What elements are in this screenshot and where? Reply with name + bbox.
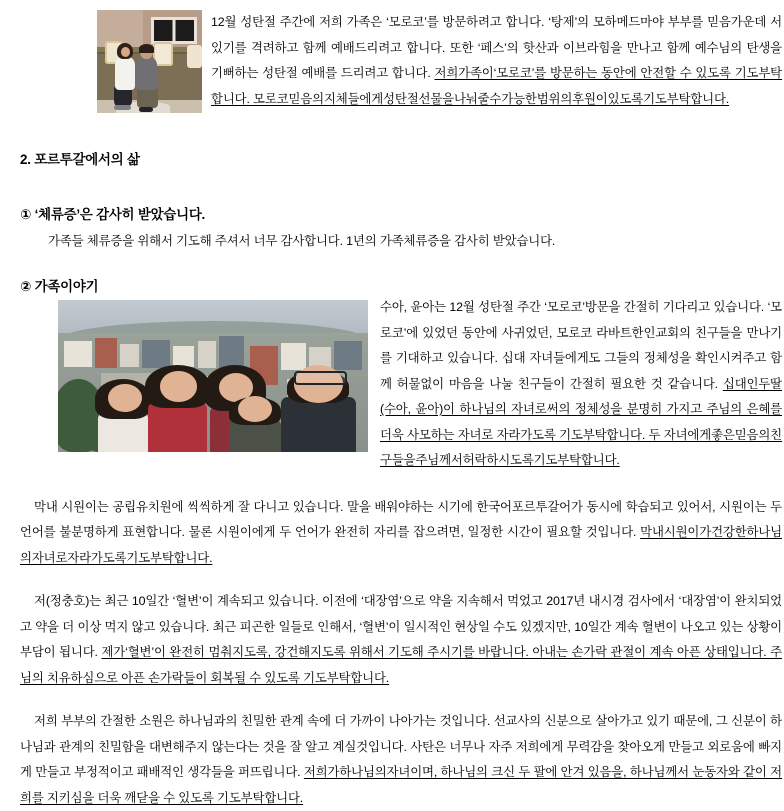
couple-photo-illustration xyxy=(97,10,202,113)
children-paragraph-normal: 수아, 윤아는 12월 성탄절 주간 ‘모로코’방문을 간절히 기다리고 있습니다. ‘모로코’에 있었던 동안에 사귀었던, 모로코 라바트한인교회의 친구들을 만나기를 기대하고 있습니다. 십대 자녀들에게도 그들의 정체성을 확인시켜주고 함께 허물없이 마음을 나눌 친구들이 간절히 필요한 것 같습니다. xyxy=(380,300,782,391)
item-1-note: 가족들 체류증을 위해서 기도해 주셔서 너무 감사합니다. 1년의 가족체류증을 감사히 받았습니다. xyxy=(48,234,556,248)
photo-family xyxy=(58,300,368,452)
health-paragraph-underlined: 제가‘혈변’이 완전히 멈춰지도록, 강건해지도록 위해서 기도해 주시기를 바랍니다. 아내는 손가락 관절이 계속 아픈 상태입니다. 주님의 치유하심으로 아픈 손가락들이 회복될 수 있도록 기도부탁합니다. xyxy=(20,645,782,685)
family-photo-illustration xyxy=(58,300,368,452)
siwon-paragraph-underlined: 막내시원이가건강한하나님의자녀로자라가도록기도부탁합니다. xyxy=(20,525,782,565)
siwon-paragraph-normal: 막내 시원이는 공립유치원에 씩씩하게 잘 다니고 있습니다. 말을 배워야하는 시기에 한국어포르투갈어가 동시에 학습되고 있어서, 시원이는 두 언어를 불분명하게 표현합니다. 물론 시원이에게 두 언어가 완전히 자리를 잡으려면, 일정한 시간이 필요할 것입니다. xyxy=(20,499,782,539)
photo-couple xyxy=(97,10,202,113)
couple-prayer-paragraph-normal: 저희 부부의 간절한 소원은 하나님과의 친밀한 관계 속에 더 가까이 나아가는 것입니다. 선교사의 신분으로 살아가고 있기 때문에, 그 신분이 하나님과 관계의 친밀함을 대변해주지 않는다는 것을 잘 알고 계실것입니다. 사탄은 너무나 자주 저희에게 무력감을 찾아오게 만들고 외로움에 빠지게 만들고 부정적이고 패배적인 생각들을 퍼뜨립니다. xyxy=(20,714,782,779)
children-paragraph-underlined: 십대인두딸(수아, 윤아)이 하나님의 자녀로써의 정체성을 분명히 가지고 주님의 은혜를 더욱 사모하는 자녀로 자라가도록 기도부탁합니다. 두 자녀에게좋은믿음의친구들을주님께서허락하시도록기도부탁합니다. xyxy=(380,376,782,467)
intro-paragraph-normal: 12월 성탄절 주간에 저희 가족은 ‘모로코’를 방문하려고 합니다. ‘탕제’의 모하메드마야 부부를 믿음가운데 서 있기를 격려하고 함께 예배드리려고 합니다. 또한 ‘페스’의 핫산과 이브라힘을 만나고 함께 예수님의 탄생을 기뻐하는 성탄절 예배를 드리려고 합니다. xyxy=(211,15,782,80)
item-heading-2: ② 가족이야기 xyxy=(20,279,99,294)
eyeglasses-icon xyxy=(294,371,348,386)
siwon-paragraph xyxy=(0,495,784,572)
couple-prayer-paragraph-underlined: 저희가하나님의자녀이며, 하나님의 크신 두 팔에 안겨 있음을, 하나님께서 눈동자와 같이 저희를 지키심을 더욱 깨닫을 수 있도록 기도부탁합니다. xyxy=(20,765,782,805)
family-block xyxy=(0,295,784,474)
health-paragraph-normal: 저(정충호)는 최근 10일간 ‘혈변’이 계속되고 있습니다. 이전에 ‘대장염’으로 약을 지속해서 먹었고 2017년 내시경 검사에서 ‘대장염’이 완치되었고 약을 더 이상 먹지 않고 있습니다. 최근 피곤한 일들로 인해서, ‘혈변’이 일시적인 현상일 수도 있겠지만, 10일간 계속 혈변이 나오고 있는 상황이 부담이 됩니다. xyxy=(20,594,782,659)
item-heading-1: ① ‘체류증’은 감사히 받았습니다. xyxy=(20,207,206,222)
intro-paragraph-underlined: 저희가족이‘모로코’를 방문하는 동안에 안전할 수 있도록 기도부탁합니다. 모로코믿음의지체들에게성탄절선물을나눠줄수가능한범위의후원이있도록기도부탁합니다. xyxy=(211,66,782,106)
intro-block xyxy=(0,0,784,122)
couple-prayer-paragraph xyxy=(0,709,784,811)
section-heading-2: 2. 포르투갈에서의 삶 xyxy=(20,152,140,167)
health-paragraph xyxy=(0,589,784,691)
window-icon xyxy=(151,17,197,44)
